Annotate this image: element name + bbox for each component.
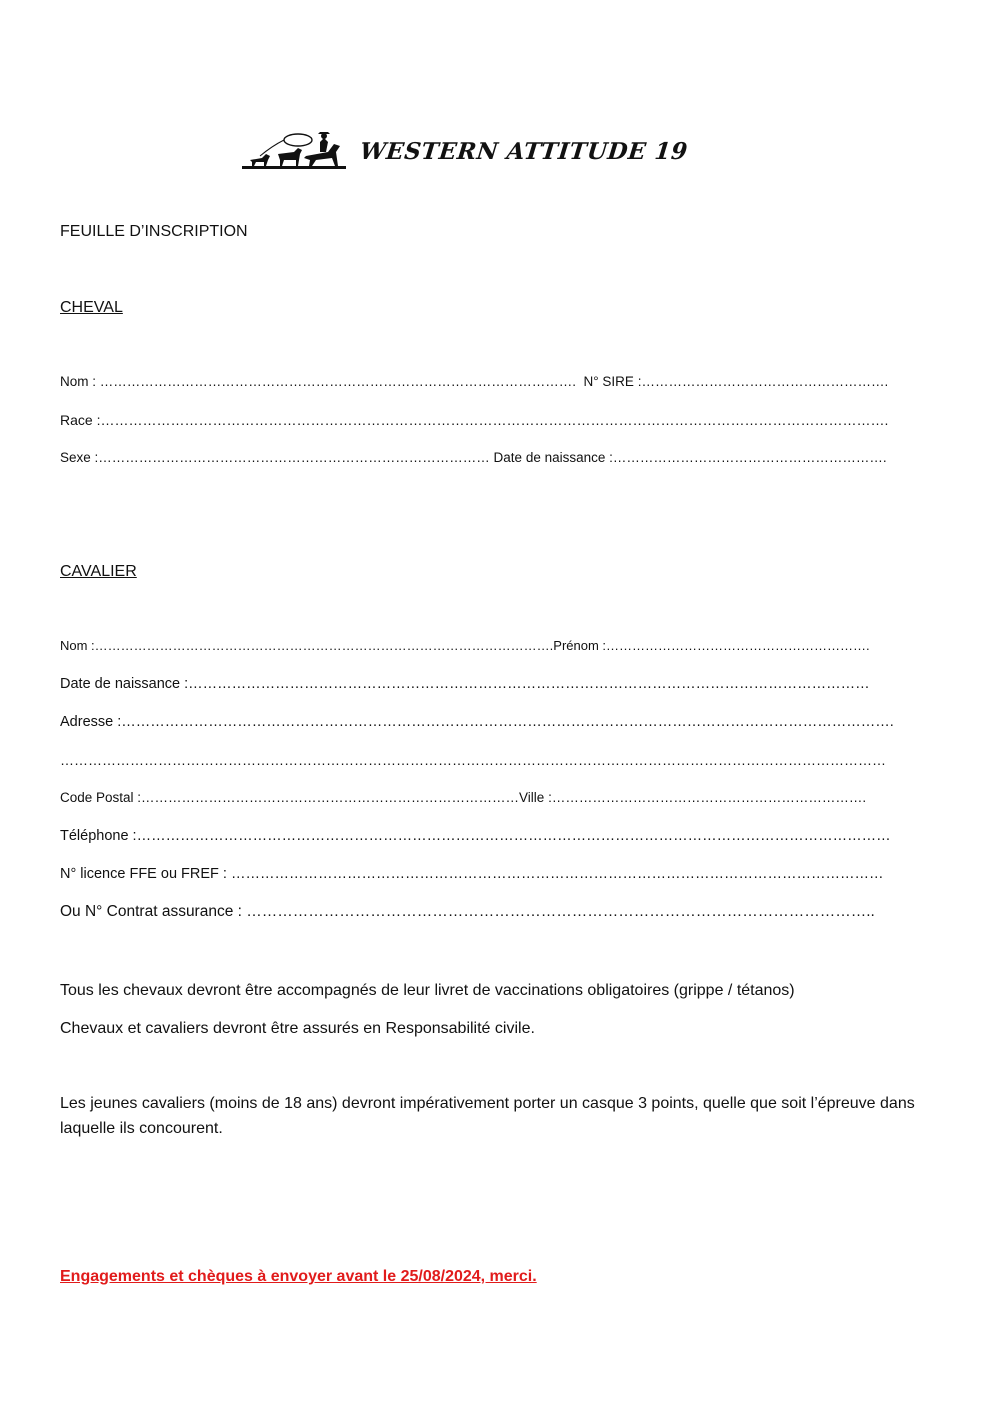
cheval-naissance-label: Date de naissance :…………………………………………………….	[493, 450, 887, 465]
cheval-nom-field[interactable]	[60, 374, 888, 389]
note-vaccinations: Tous les chevaux devront être accompagnés de leur livret de vaccinations obligatoires (grippe / tétanos)	[60, 982, 795, 999]
cavalier-cp-label: Code Postal :…………………………………………………………………………	[60, 790, 520, 805]
cavalier-telephone-field[interactable]	[60, 828, 891, 844]
page-title: FEUILLE D’INSCRIPTION	[60, 223, 248, 240]
cavalier-nom-label: Nom :…………………………………………………………………………………………….	[60, 638, 554, 653]
cavalier-assurance-field[interactable]	[60, 903, 875, 921]
cavalier-cp-field[interactable]	[60, 790, 866, 805]
cavalier-assurance-label: Ou N° Contrat assurance : …………………………………………………………………………………………………………..	[60, 903, 875, 920]
section-heading-cheval: CHEVAL	[60, 299, 123, 316]
cavalier-licence-field[interactable]	[60, 866, 883, 882]
cavalier-adresse-label: Adresse :…………………………………………………………………………………………………………………………………………….	[60, 714, 894, 730]
cavalier-telephone-label: Téléphone :…………………………………………………………………………………………………………………………………………	[60, 828, 891, 844]
cavalier-ville-label: Ville :…………………………………………………………….	[519, 790, 867, 805]
cavalier-naissance-label: Date de naissance :……………………………………………………………………………………………………………………………	[60, 676, 870, 692]
cheval-nom-label: Nom : …………………………………………………………………………………………….	[60, 374, 577, 389]
cheval-sexe-field[interactable]	[60, 450, 887, 465]
cowboy-roping-cattle-icon	[242, 130, 348, 172]
cheval-sire-label: N° SIRE :……………………………………………….	[583, 374, 889, 389]
cavalier-adresse-line2-field[interactable]	[60, 752, 886, 768]
cheval-race-label: Race :…………………………………………………………………………………………………………………………………………………….	[60, 412, 889, 428]
cheval-race-field[interactable]	[60, 412, 888, 428]
section-heading-cavalier: CAVALIER	[60, 563, 137, 580]
cavalier-adresse-field[interactable]	[60, 714, 894, 730]
cavalier-prenom-label: Prénom :…………………………………………………….	[553, 638, 870, 653]
cavalier-adresse-line2: ……………………………………………………………………………………………………………………………………………………………	[60, 752, 886, 768]
deadline-notice: Engagements et chèques à envoyer avant le 25/08/2024, merci.	[60, 1268, 537, 1285]
brand-name: WESTERN ATTITUDE 19	[358, 138, 690, 165]
note-assurance: Chevaux et cavaliers devront être assurés en Responsabilité civile.	[60, 1020, 535, 1037]
cavalier-licence-label: N° licence FFE ou FREF : ………………………………………………………………………………………………………………………	[60, 866, 884, 882]
cheval-sexe-label: Sexe :……………………………………………………………………………	[60, 450, 490, 465]
note-casque: Les jeunes cavaliers (moins de 18 ans) devront impérativement porter un casque 3 points, quelle que soit l’épreuve dans laquelle ils concourent.	[60, 1095, 915, 1137]
cavalier-nom-field[interactable]	[60, 638, 870, 653]
cavalier-naissance-field[interactable]	[60, 676, 870, 692]
